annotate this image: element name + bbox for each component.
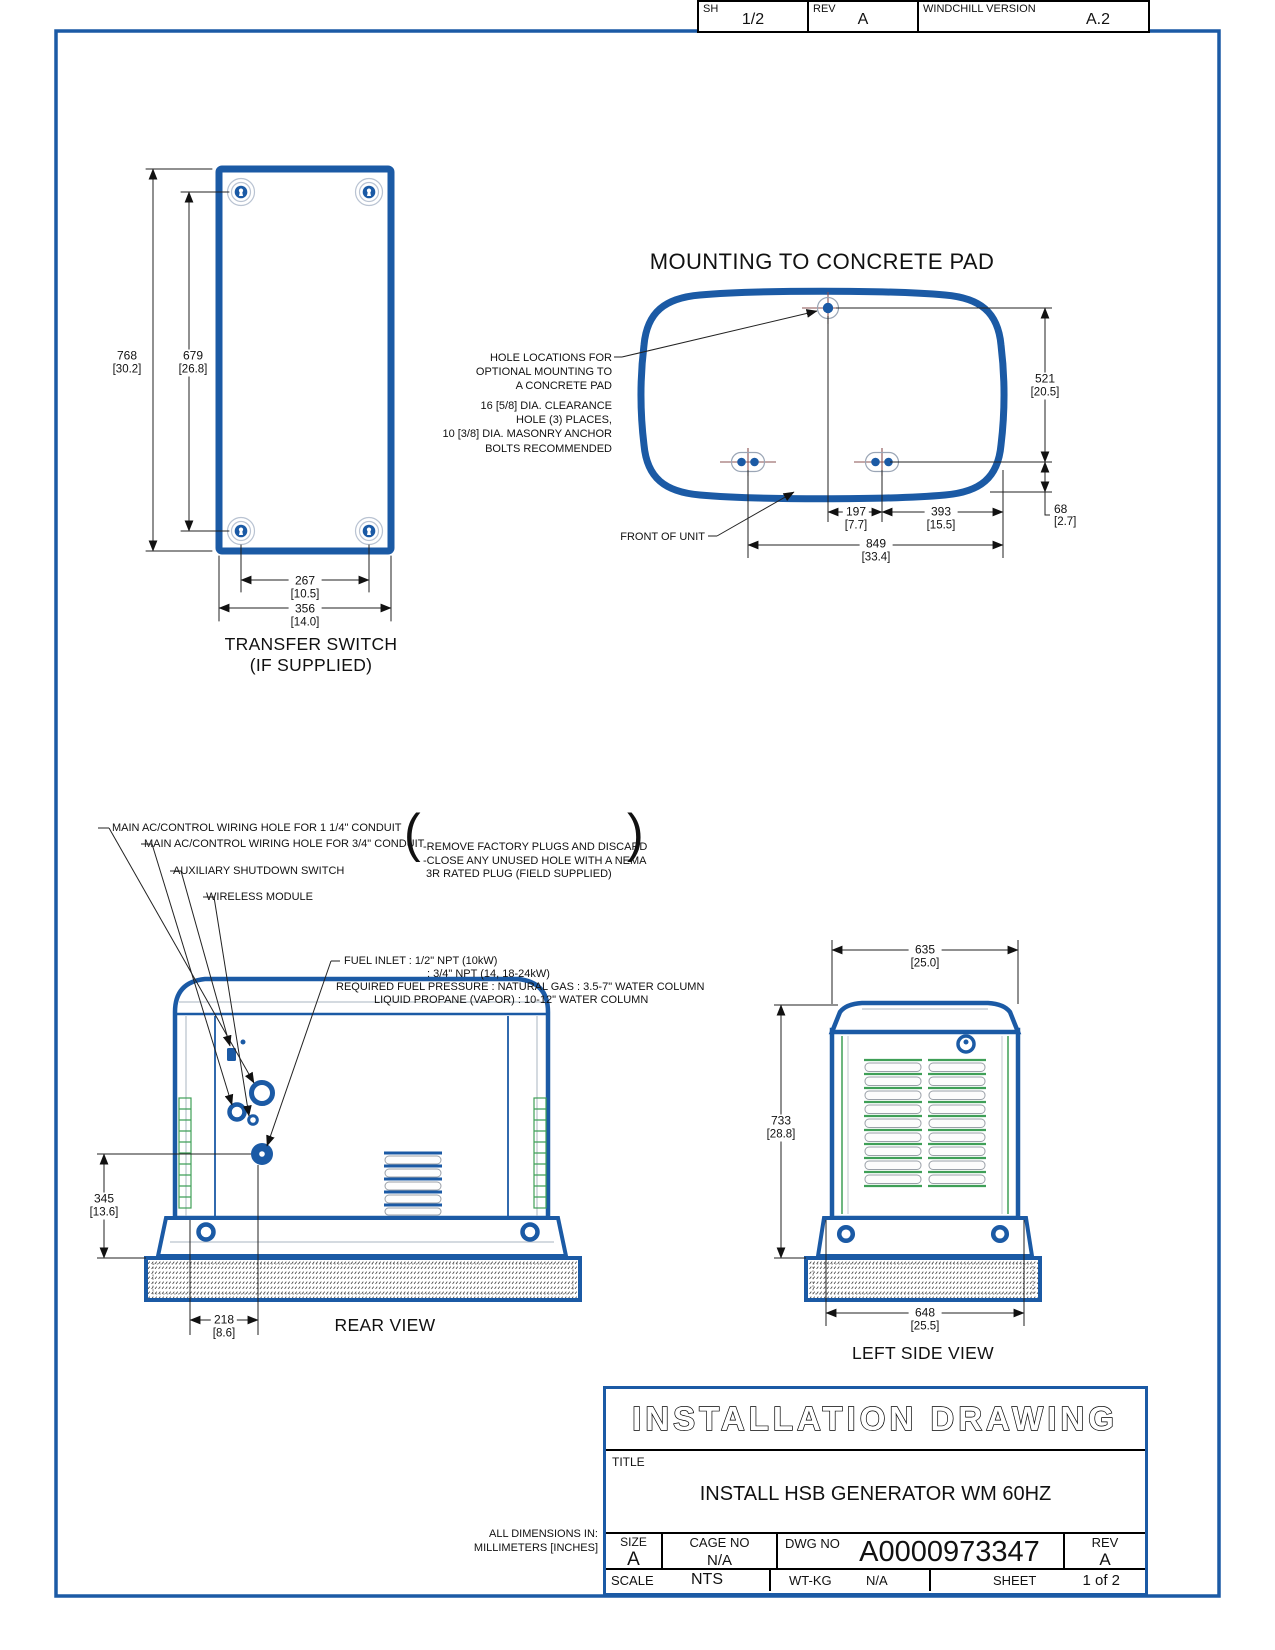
pad-dim-depth: 521 [20.5] (1030, 371, 1060, 398)
scale-cell (606, 1570, 771, 1591)
sheet-label: SHEET (993, 1573, 1037, 1588)
installation-drawing-banner: INSTALLATION DRAWING (632, 1400, 1118, 1437)
title-block-scale-row (606, 1570, 1145, 1591)
rear-dim-inlet-x: 218 [8.6] (212, 1312, 236, 1339)
dwg-number: A0000973347 (859, 1536, 1040, 1568)
callout-conduit-large: MAIN AC/CONTROL WIRING HOLE FOR 1 1/4" CONDUIT (112, 822, 402, 834)
sheet-header-rev-cell (809, 2, 919, 31)
mounting-pad-title: MOUNTING TO CONCRETE PAD (649, 249, 995, 274)
plug-note-paren-right: ) (627, 803, 644, 863)
sh-label: SH (703, 3, 719, 15)
plug-note-paren-left: ( (404, 803, 421, 863)
scale-value: NTS (691, 1571, 723, 1588)
weight-cell (771, 1570, 931, 1591)
side-dim-height: 733 [28.8] (766, 1113, 796, 1140)
transfer-switch-caption: TRANSFER SWITCH (IF SUPPLIED) (224, 634, 398, 675)
ts-dim-holes-horizontal: 267 [10.5] (290, 573, 320, 600)
dwg-cell (778, 1534, 1065, 1568)
ts-dim-width: 356 [14.0] (290, 601, 320, 628)
side-view-drawing (774, 940, 1040, 1326)
size-label: SIZE (620, 1535, 647, 1549)
fuel-note-line4: LIQUID PROPANE (VAPOR) : 10-12" WATER COLUMN (374, 994, 649, 1006)
title-block-banner-row (606, 1389, 1145, 1451)
rev-label: REV (813, 3, 836, 15)
cage-cell (663, 1534, 778, 1568)
sheet-value: 1 of 2 (1082, 1572, 1120, 1589)
side-dim-top: 635 [25.0] (910, 942, 940, 969)
dwg-label: DWG NO (785, 1536, 840, 1551)
pad-hole-locations-note: HOLE LOCATIONS FOR OPTIONAL MOUNTING TO A CONCRETE PAD (475, 352, 612, 393)
cage-value: N/A (706, 1552, 732, 1569)
title-block-size-row (606, 1534, 1145, 1570)
side-view-caption: LEFT SIDE VIEW (852, 1343, 994, 1363)
rear-dim-inlet-height: 345 [13.6] (89, 1191, 119, 1218)
pad-dim-a: 197 [7.7] (844, 504, 868, 531)
banner-svg (606, 1390, 1145, 1448)
pad-anchor-bolt-note: 16 [5/8] DIA. CLEARANCE HOLE (3) PLACES, 10 [3/8] DIA. MASONRY ANCHOR BOLTS RECOMMENDED (442, 400, 612, 455)
pad-dim-b: 393 [15.5] (926, 504, 956, 531)
size-cell (606, 1534, 663, 1568)
windchill-label: WINDCHILL VERSION (923, 3, 1036, 15)
sheet-header-windchill-cell (919, 2, 1148, 31)
rear-view-caption: REAR VIEW (334, 1315, 436, 1335)
title-block-title-row (606, 1451, 1145, 1534)
wt-label: WT-KG (789, 1573, 832, 1588)
callout-conduit-small: MAIN AC/CONTROL WIRING HOLE FOR 3/4" CONDUIT (144, 838, 425, 850)
rev-cell (1065, 1534, 1145, 1568)
side-dim-bottom: 648 [25.5] (910, 1305, 940, 1332)
pad-dim-width: 849 [33.4] (861, 536, 891, 563)
plug-note: -REMOVE FACTORY PLUGS AND DISCARD -CLOSE ANY UNUSED HOLE WITH A NEMA 3R RATED PLUG (FIELD SUPPLIED) (423, 841, 648, 880)
transfer-switch-drawing (146, 169, 391, 621)
sheet-cell (931, 1570, 1145, 1591)
fuel-note-line1: FUEL INLET : 1/2" NPT (10kW) (344, 955, 498, 967)
sh-value: 1/2 (741, 11, 765, 28)
rev-block-label: REV (1091, 1535, 1119, 1550)
wt-value: N/A (866, 1573, 888, 1588)
concrete-pad-drawing (614, 291, 1052, 558)
cage-label: CAGE NO (689, 1535, 750, 1550)
title-block (603, 1386, 1148, 1596)
size-value: A (627, 1549, 640, 1570)
sheet-header-strip (697, 0, 1150, 33)
fuel-note-line3: REQUIRED FUEL PRESSURE : NATURAL GAS : 3.5-7" WATER COLUMN (336, 981, 705, 993)
scale-label: SCALE (611, 1573, 654, 1588)
rev-value: A (857, 11, 869, 28)
title-label: TITLE (612, 1455, 645, 1469)
callout-aux-shutdown: AUXILIARY SHUTDOWN SWITCH (173, 865, 345, 877)
sheet-header-sh-cell (699, 2, 809, 31)
drawing-title: INSTALL HSB GENERATOR WM 60HZ (699, 1483, 1052, 1505)
rev-block-value: A (1099, 1550, 1111, 1569)
units-note: ALL DIMENSIONS IN: MILLIMETERS [INCHES] (473, 1528, 598, 1555)
pad-dim-offset: 68 [2.7] (1054, 502, 1077, 529)
ts-dim-height: 768 [30.2] (112, 348, 142, 375)
callout-wireless-module: WIRELESS MODULE (206, 891, 313, 903)
ts-dim-holes-vertical: 679 [26.8] (178, 348, 208, 375)
front-of-unit-label: FRONT OF UNIT (620, 531, 705, 543)
windchill-value: A.2 (1085, 11, 1110, 28)
fuel-note-line2: : 3/4" NPT (14, 18-24kW) (427, 968, 550, 980)
